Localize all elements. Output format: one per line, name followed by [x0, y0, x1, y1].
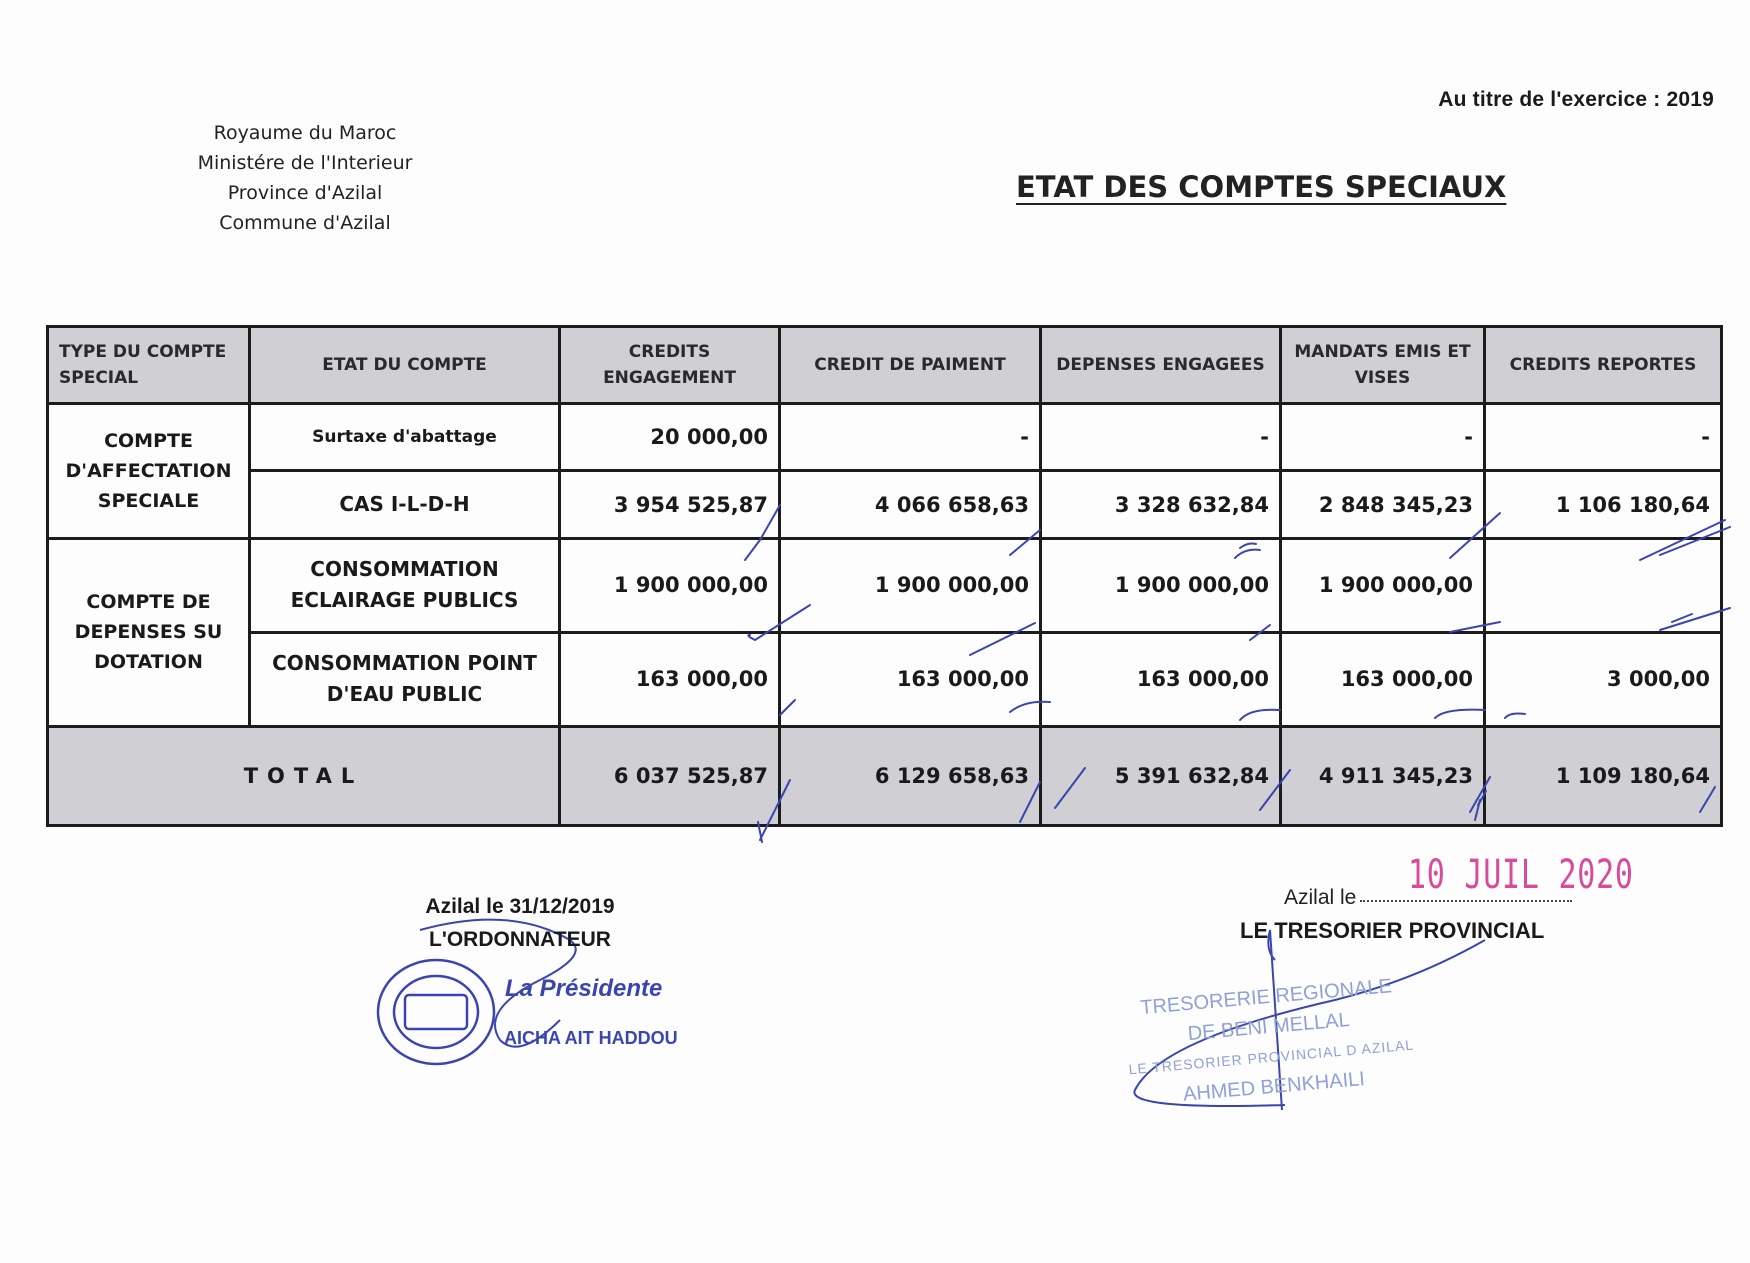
account-state-cell: CAS I-L-D-H [250, 471, 560, 538]
ordonnateur-signature-block [360, 890, 680, 956]
table-row [48, 538, 1722, 632]
total-value-cell: 6 129 658,63 [780, 727, 1041, 826]
value-cell: 1 900 000,00 [780, 538, 1041, 632]
value-cell: - [780, 404, 1041, 471]
account-state-cell: Surtaxe d'abattage [250, 404, 560, 471]
ordonnateur-place-date: Azilal le 31/12/2019 [425, 895, 615, 918]
table-row [48, 632, 1722, 726]
col-header-credits-engagement: CREDITS ENGAGEMENT [560, 327, 780, 404]
issuer-header [160, 118, 450, 238]
exercice-label: Au titre de l'exercice : 2019 [1438, 88, 1714, 111]
date-dotted-line [1360, 900, 1572, 902]
table-header-row [48, 327, 1722, 404]
value-cell: 3 328 632,84 [1041, 471, 1281, 538]
col-header-type: TYPE DU COMPTE SPECIAL [48, 327, 250, 404]
tresorerie-stamp [1095, 967, 1444, 1116]
issuer-line: Royaume du Maroc [213, 122, 397, 144]
account-state-cell: CONSOMMATION ECLAIRAGE PUBLICS [250, 538, 560, 632]
value-cell: 3 000,00 [1485, 632, 1722, 726]
value-cell: 3 954 525,87 [560, 471, 780, 538]
total-value-cell: 5 391 632,84 [1041, 727, 1281, 826]
stamp-line: DE BENI MELLAL [1186, 1009, 1351, 1046]
value-cell [1485, 538, 1722, 632]
total-row [48, 727, 1722, 826]
value-cell: - [1485, 404, 1722, 471]
total-value-cell: 6 037 525,87 [560, 727, 780, 826]
table-row [48, 471, 1722, 538]
col-header-etat: ETAT DU COMPTE [250, 327, 560, 404]
value-cell: 1 900 000,00 [560, 538, 780, 632]
accounts-table [46, 325, 1723, 827]
ordonnateur-role: L'ORDONNATEUR [429, 928, 611, 951]
col-header-credits-reportes: CREDITS REPORTES [1485, 327, 1722, 404]
tresorier-role: LE TRESORIER PROVINCIAL [1240, 918, 1545, 943]
account-state-cell: CONSOMMATION POINT D'EAU PUBLIC [250, 632, 560, 726]
account-type-cell: COMPTE DE DEPENSES SU DOTATION [48, 538, 250, 726]
total-label: TOTAL [48, 727, 560, 826]
account-type-cell: COMPTE D'AFFECTATION SPECIALE [48, 404, 250, 539]
value-cell: 163 000,00 [780, 632, 1041, 726]
total-value-cell: 4 911 345,23 [1281, 727, 1485, 826]
value-cell: 1 900 000,00 [1041, 538, 1281, 632]
issuer-line: Province d'Azilal [227, 182, 383, 204]
value-cell: 4 066 658,63 [780, 471, 1041, 538]
value-cell: - [1281, 404, 1485, 471]
stamp-line: LE TRESORIER PROVINCIAL D AZILAL [1127, 1036, 1415, 1078]
stamp-line: AHMED BENKHAILI [1182, 1067, 1366, 1106]
total-value-cell: 1 109 180,64 [1485, 727, 1722, 826]
tresorier-place-label: Azilal le [1284, 886, 1357, 909]
col-header-credit-paiment: CREDIT DE PAIMENT [780, 327, 1041, 404]
value-cell: 2 848 345,23 [1281, 471, 1485, 538]
table-row [48, 404, 1722, 471]
date-stamp: 10 JUIL 2020 [1408, 852, 1634, 898]
value-cell: 1 900 000,00 [1281, 538, 1485, 632]
value-cell: 1 106 180,64 [1485, 471, 1722, 538]
col-header-mandats: MANDATS EMIS ET VISES [1281, 327, 1485, 404]
presidente-name-stamp: AICHA AIT HADDOU [504, 1028, 678, 1048]
col-header-depenses-engagees: DEPENSES ENGAGEES [1041, 327, 1281, 404]
value-cell: 163 000,00 [560, 632, 780, 726]
value-cell: 20 000,00 [560, 404, 780, 471]
value-cell: 163 000,00 [1281, 632, 1485, 726]
issuer-line: Commune d'Azilal [219, 212, 391, 234]
stamp-line: TRESORERIE REGIONALE [1139, 975, 1393, 1020]
ordonnateur-seal [378, 960, 494, 1064]
issuer-line: Ministére de l'Interieur [197, 152, 413, 174]
value-cell: 163 000,00 [1041, 632, 1281, 726]
presidente-stamp: La Présidente [505, 975, 663, 1002]
document-title: ETAT DES COMPTES SPECIAUX [1016, 170, 1507, 204]
value-cell: - [1041, 404, 1281, 471]
